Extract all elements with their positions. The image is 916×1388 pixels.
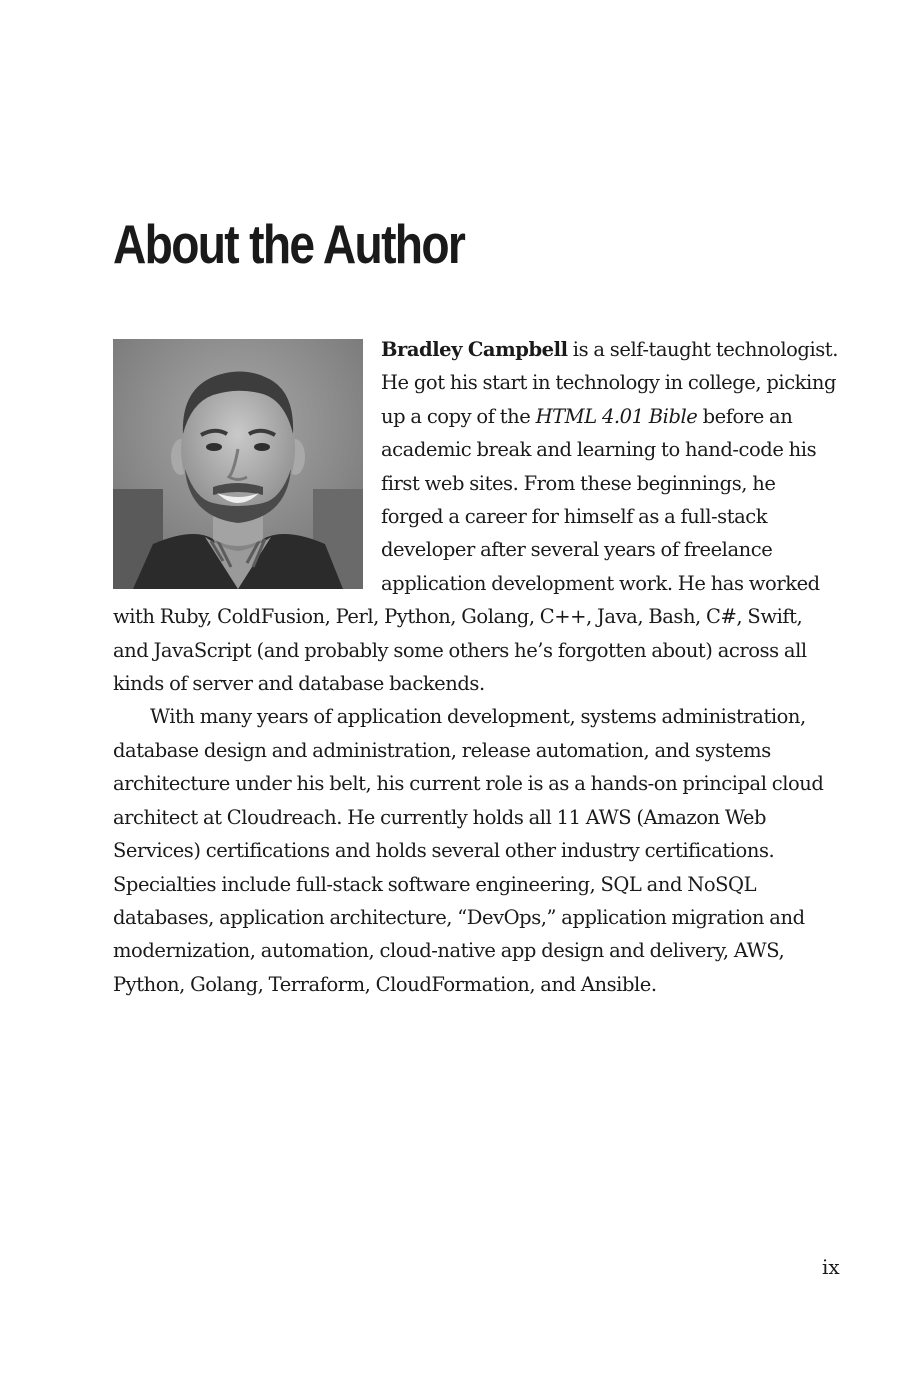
book-title: HTML 4.01 Bible <box>535 404 698 428</box>
bio-paragraph-2: With many years of application development, systems administration, database design and administration, release automation, and systems architecture under his belt, his current role is as a hands-on principal cloud architect at Cloudreach. He currently holds all 11 AWS (Amazon Web Services) certifications and holds several other industry certifications. Specialties include full-stack software engineering, SQL and NoSQL databases, application architecture, “DevOps,” application migration and modernization, automation, cloud-native app design and delivery, AWS, Python, Golang, Terraform, CloudFormation, and Ansible. <box>113 705 824 996</box>
page-number: ix <box>822 1255 840 1279</box>
author-photo <box>113 339 363 589</box>
bio-text-1a: is a self-taught technologist. He got his start in technology in college, picking up a copy of the <box>381 338 838 428</box>
bio-paragraph-1 <box>113 333 841 700</box>
author-bio <box>113 333 841 1001</box>
bio-text-1b: before an academic break and learning to hand-code his first web sites. From these beginnings, he forged a career for himself as a full-stack developer after several years of freelance application development work. He has worked with Ruby, ColdFusion, Perl, Python, Golang, C++, Java, Bash, C#, Swift, and JavaScript (and probably some others he’s forgotten about) across all kinds of server and database backends. <box>113 404 820 696</box>
page-title: About the Author <box>113 213 465 275</box>
author-name: Bradley Campbell <box>381 338 568 361</box>
